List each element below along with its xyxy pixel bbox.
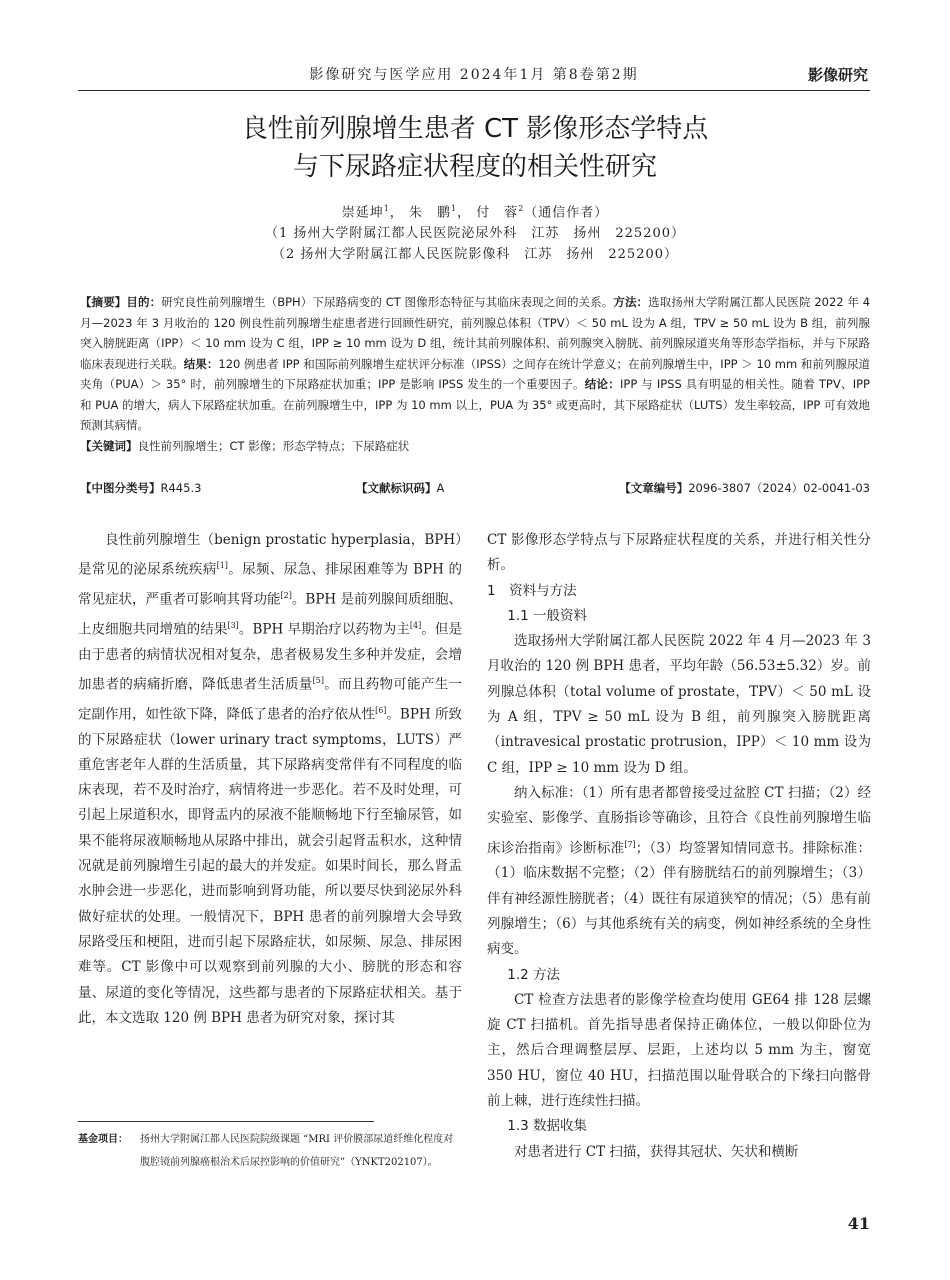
author-2-sup: 1 bbox=[450, 204, 458, 213]
author-1-sup: 1 bbox=[383, 204, 390, 213]
author-line: 崇延坤$^1$， 朱 鹏$^1$， 付 蓉$^2$（通信作者） bbox=[341, 204, 609, 221]
funding-footnote bbox=[78, 1128, 462, 1174]
page-header bbox=[78, 62, 870, 91]
intro-text-2: 。尿频、尿急、排尿困难等为 BPH 的常见症状，严重者可影响其肾功能 bbox=[78, 561, 463, 608]
keywords bbox=[80, 436, 870, 457]
objective-label: 目的： bbox=[126, 295, 162, 309]
keywords-text: 良性前列腺增生；CT 影像；形态学特点；下尿路症状 bbox=[137, 438, 410, 453]
intro-text-5: 。但是由于患者的病情状况相对复杂，患者极易发生多种并发症，会增加患者的病痛折磨，降低患者生活质量 bbox=[78, 621, 463, 693]
author-block bbox=[0, 198, 950, 265]
doc-label: 【文献标识码】 bbox=[356, 481, 437, 495]
section-heading-1: 1 资料与方法 bbox=[487, 582, 577, 599]
ref-1[interactable]: [1] bbox=[216, 561, 228, 571]
intro-text-4: 。BPH 早期治疗以药物为主 bbox=[238, 621, 410, 638]
author-1: 崇延坤 bbox=[341, 205, 384, 221]
title-line-1: 良性前列腺增生患者 CT 影像形态学特点 bbox=[241, 114, 709, 144]
article-title bbox=[0, 110, 950, 186]
abstract-text bbox=[80, 292, 870, 436]
method-text: 选取扬州大学附属江都人民医院 2022 年 4 月—2023 年 3 月收治的 120 例良性前列腺增生症患者进行回顾性研究，前列腺总体积（TPV）＜ 50 mL 设为 A 组，TPV ≥ 50 mL 设为 B 组，前列腺突入膀胱距离（IPP）＜ 10 mm 设为 C 组，IPP ≥ 10 mm 设为 D 组，统计其前列腺体积、前列腺突入膀胱、前列腺尿道夹角等形态学指标，并与下尿路临床表现进行关联。 bbox=[80, 295, 871, 371]
result-label: 结果： bbox=[183, 356, 219, 371]
article-number bbox=[619, 480, 870, 496]
funding-label: 基金项目： bbox=[78, 1134, 128, 1145]
journal-info: 影像研究与医学应用 2024年1月 第8卷第2期 bbox=[309, 67, 639, 83]
abstract-label: 【摘要】 bbox=[80, 295, 127, 309]
ref-3[interactable]: [3] bbox=[227, 620, 239, 630]
author-2: 朱 鹏 bbox=[408, 205, 451, 221]
subsection-heading-1-2: 1.2 方法 bbox=[507, 966, 561, 983]
subsection-heading-1-3: 1.3 数据收集 bbox=[507, 1118, 588, 1135]
intro-text-7: 。BPH 所致的下尿路症状（lower urinary tract symptoms，LUTS）严重危害老年人群的生活质量，其下尿路病变常伴有不同程度的临床表现，若不及时治疗，病情将进一步恶化。若不及时处理，可引起上尿道积水，即肾盂内的尿液不能顺畅地下行至输尿管，如果不能将尿液顺畅地从尿路中排出，就会引起肾盂积水，这种情况就是前列腺增生引起的最大的并发症。如果时间长，那么肾盂水肿会进一步恶化，进而影响到肾功能，所以要尽快到泌尿外科做好症状的处理。一般情况下，BPH 患者的前列腺增大会导致尿路受压和梗阻，进而引起下尿路症状，如尿频、尿急、排尿困难等。CT 影像中可以观察到前列腺的大小、膀胱的形态和容量、尿道的变化等情况，这些都与患者的下尿路症状相关。基于此，本文选取 120 例 BPH 患者为研究对象，探讨其 bbox=[78, 706, 463, 1026]
funding-text: 扬州大学附属江都人民医院院级课题 “MRI 评价膜部尿道纤维化程度对腹腔镜前列腺癌根治术后尿控影响的价值研究”（YNKT202107）。 bbox=[140, 1134, 454, 1168]
right-column bbox=[487, 528, 871, 1165]
ref-4[interactable]: [4] bbox=[409, 620, 422, 630]
page-number: 41 bbox=[847, 1214, 870, 1233]
author-3: 付 蓉 bbox=[476, 205, 519, 221]
art-label: 【文章编号】 bbox=[619, 481, 689, 495]
document-code bbox=[356, 480, 444, 496]
clc-label: 【中图分类号】 bbox=[80, 481, 161, 495]
intro-text-1: 良性前列腺增生（benign prostatic hyperplasia，BPH）是常见的泌尿系统疾病 bbox=[78, 532, 462, 578]
art-value: 2096-3807（2024）02-0041-03 bbox=[688, 481, 870, 495]
data-collection-paragraph: 对患者进行 CT 扫描，获得其冠状、矢状和横断 bbox=[514, 1143, 799, 1160]
classification-row bbox=[80, 480, 870, 500]
subsection-heading-1-1: 1.1 一般资料 bbox=[507, 607, 588, 624]
ref-2[interactable]: [2] bbox=[280, 591, 292, 601]
intro-text-6: 。而且药物可能产生一定副作用，如性欲下降，降低了患者的治疗依从性 bbox=[78, 676, 463, 723]
affiliation-2: （2 扬州大学附属江都人民医院影像科 江苏 扬州 225200） bbox=[271, 247, 679, 263]
left-column bbox=[78, 528, 462, 1031]
ref-6[interactable]: [6] bbox=[375, 705, 387, 715]
intro-continuation: CT 影像形态学特点与下尿路症状程度的关系，并进行相关性分析。 bbox=[487, 532, 871, 574]
keywords-label: 【关键词】 bbox=[80, 438, 138, 453]
conclusion-label: 结论： bbox=[584, 377, 620, 391]
method-paragraph: CT 检查方法患者的影像学检查均使用 GE64 排 128 层螺旋 CT 扫描机。首先指导患者保持正确体位，一般以仰卧位为主，然后合理调整层厚、层距，上述均以 5 mm 为主，窗宽 350 HU，窗位 40 HU，扫描范围以耻骨联合的下缘扫向髂骨前上棘，进行连续性扫描。 bbox=[487, 991, 871, 1110]
objective-text: 研究良性前列腺增生（BPH）下尿路病变的 CT 图像形态特征与其临床表现之间的关系。 bbox=[161, 295, 614, 309]
affiliation-1: （1 扬州大学附属江都人民医院泌尿外科 江苏 扬州 225200） bbox=[264, 226, 686, 242]
corresponding-note: （通信作者） bbox=[524, 205, 609, 221]
ref-5[interactable]: [5] bbox=[312, 675, 324, 685]
intro-text-3: 。BPH 是前列腺间质细胞、上皮细胞共同增殖的结果 bbox=[78, 591, 462, 638]
abstract-block bbox=[80, 292, 870, 456]
title-line-2: 与下尿路症状程度的相关性研究 bbox=[292, 152, 657, 182]
author-3-sup: 2 bbox=[518, 204, 525, 213]
footnote-divider bbox=[78, 1121, 374, 1122]
ref-7[interactable]: [7] bbox=[624, 839, 636, 849]
intro-paragraph bbox=[78, 528, 462, 1031]
general-data-paragraph: 选取扬州大学附属江都人民医院 2022 年 4 月—2023 年 3 月收治的 120 例 BPH 患者，平均年龄（56.53±5.32）岁。前列腺总体积（total volume of prostate，TPV）＜ 50 mL 设为 A 组，TPV ≥ 50 mL 设为 B 组，前列腺突入膀胱距离（intravesical prostatic protrusion，IPP）＜ 10 mm 设为 C 组，IPP ≥ 10 mm 设为 D 组。 bbox=[487, 633, 871, 776]
clc-number bbox=[80, 480, 201, 496]
doc-value: A bbox=[436, 481, 445, 495]
section-tag: 影像研究 bbox=[807, 66, 868, 84]
clc-value: R445.3 bbox=[160, 481, 202, 495]
criteria-text-2: ；（3）均签署知情同意书。排除标准：（1）临床数据不完整；（2）伴有膀胱结石的前列腺增生；（3）伴有神经源性膀胱者；（4）既往有尿道狭窄的情况；（5）患有前列腺增生；（6）与其他系统有关的病变，例如神经系统的全身性病变。 bbox=[487, 840, 872, 958]
method-label: 方法： bbox=[613, 295, 649, 309]
conclusion-text: IPP 与 IPSS 具有明显的相关性。随着 TPV、IPP 和 PUA 的增大，病人下尿路症状加重。在前列腺增生中，IPP 为 10 mm 以上，PUA 为 35° 或更高时，其下尿路症状（LUTS）发生率较高，IPP 可有效地预测其病情。 bbox=[80, 377, 871, 432]
result-text: 120 例患者 IPP 和国际前列腺增生症状评分标准（IPSS）之间存在统计学意义；在前列腺增生中，IPP ＞ 10 mm 和前列腺尿道夹角（PUA）＞ 35° 时，前列腺增生的下尿路症状加重；IPP 是影响 IPSS 发生的一个重要因子。 bbox=[80, 356, 871, 391]
criteria-paragraph bbox=[487, 781, 871, 963]
criteria-text-1: 纳入标准：（1）所有患者都曾接受过盆腔 CT 扫描；（2）经实验室、影像学、直肠指诊等确诊，且符合《良性前列腺增生临床诊治指南》诊断标准 bbox=[487, 784, 871, 857]
